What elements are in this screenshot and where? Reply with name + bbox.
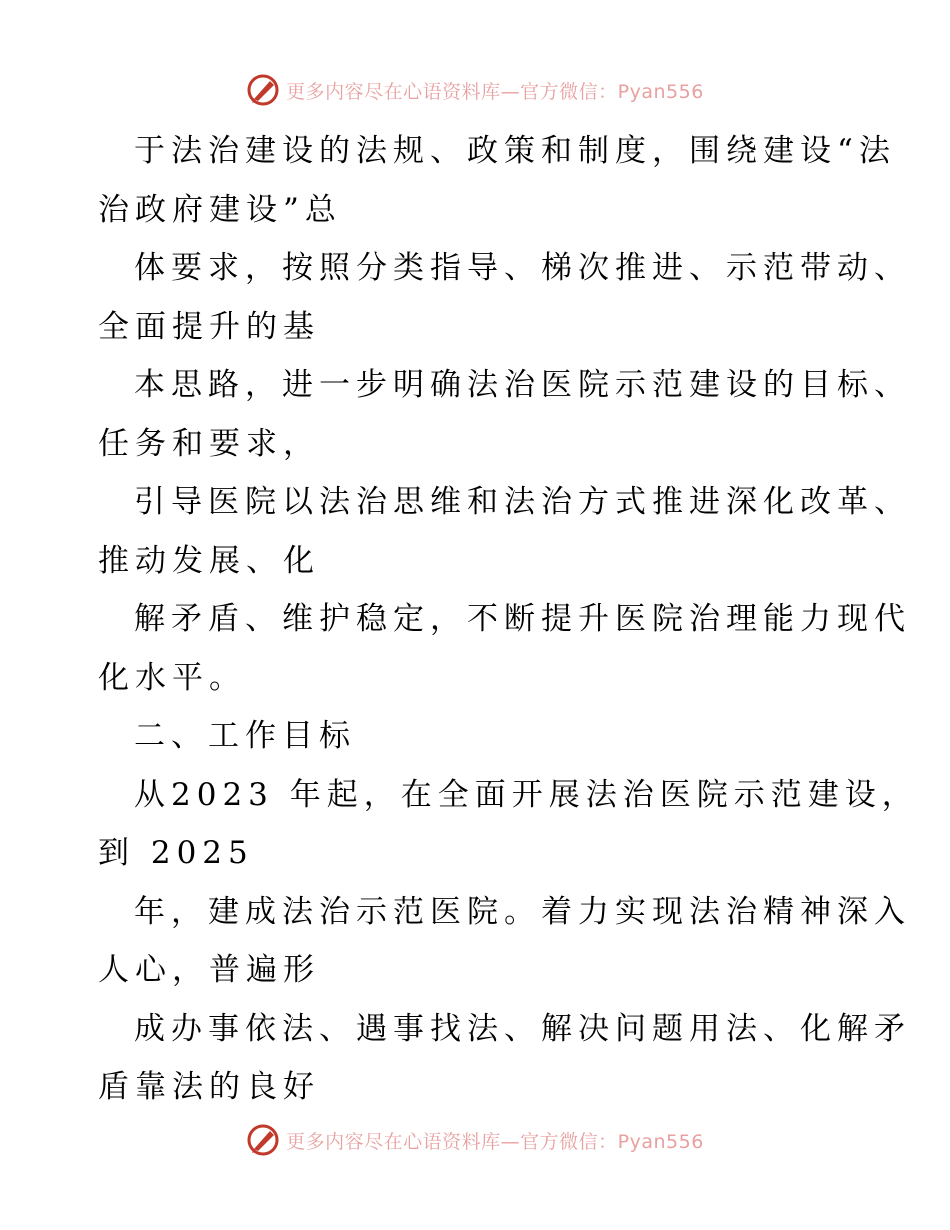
text-line: 成办事依法、遇事找法、解决问题用法、化解矛 — [134, 1010, 911, 1047]
watermark-text: 更多内容尽在心语资料库—官方微信：Pyan556 — [286, 80, 704, 103]
text-line: 任务和要求， — [98, 425, 320, 462]
text-line: 盾靠法的良好 — [98, 1069, 320, 1105]
text-line: 年，建成法治示范医院。着力实现法治精神深入 — [134, 893, 911, 930]
text-line: 到 2025 — [98, 835, 254, 871]
text-line: 于法治建设的法规、政策和制度，围绕建设“法 — [134, 133, 896, 169]
document-body — [98, 122, 919, 1117]
pen-logo-icon — [246, 73, 280, 107]
pen-logo-icon — [246, 1123, 280, 1157]
text-line: 治政府建设”总 — [98, 191, 342, 228]
text-line: 解矛盾、维护稳定，不断提升医院治理能力现代 — [134, 601, 911, 637]
footer-watermark — [0, 1120, 950, 1160]
watermark-text: 更多内容尽在心语资料库—官方微信：Pyan556 — [286, 1130, 704, 1153]
text-line: 推动发展、化 — [98, 542, 320, 579]
text-line: 二、工作目标 — [134, 718, 356, 754]
text-line: 全面提升的基 — [98, 308, 320, 345]
header-watermark — [0, 70, 950, 110]
text-line: 从2023 年起，在全面开展法治医院示范建设， — [134, 776, 919, 813]
text-line: 化水平。 — [98, 659, 246, 696]
text-line: 引导医院以法治思维和法治方式推进深化改革、 — [134, 484, 911, 520]
text-line: 人心，普遍形 — [98, 952, 320, 988]
text-line: 本思路，进一步明确法治医院示范建设的目标、 — [134, 367, 911, 403]
text-line: 体要求，按照分类指导、梯次推进、示范带动、 — [134, 250, 911, 286]
